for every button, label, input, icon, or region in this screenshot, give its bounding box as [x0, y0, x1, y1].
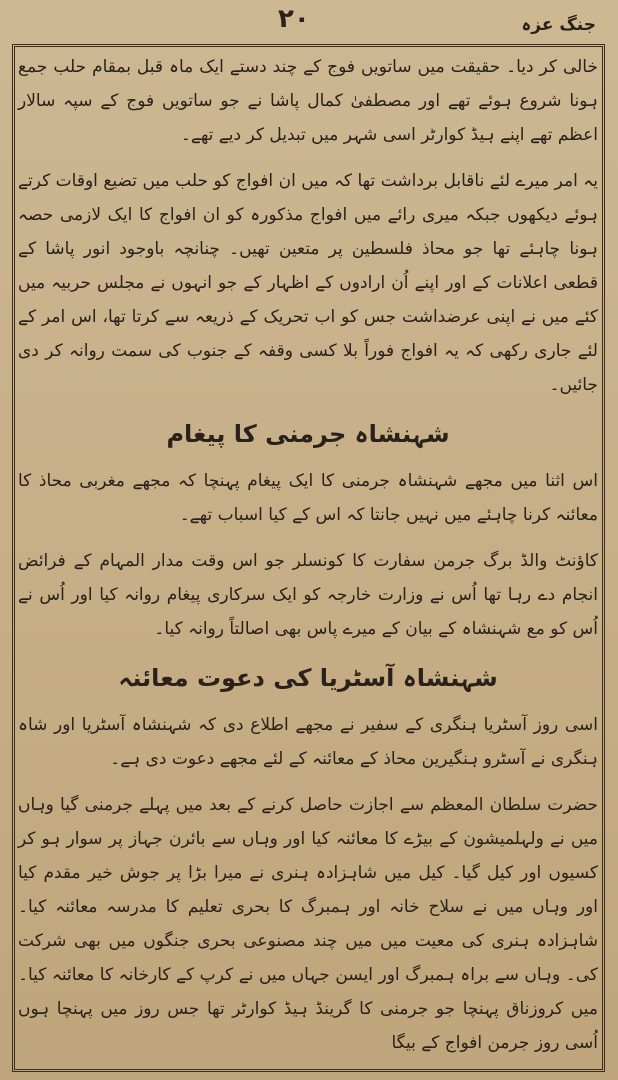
paragraph: اسی روز آسٹریا ہنگری کے سفیر نے مجھے اطلاع دی کہ شہنشاہ آسٹریا اور شاہ ہنگری نے آسٹرو ہنگیرین محاذ کے معائنہ کے لئے مجھے دعوت دی ہے۔ [18, 715, 598, 769]
running-title: جنگ عزہ [521, 15, 596, 35]
section-heading: شہنشاہ آسٹریا کی دعوت معائنہ [118, 664, 498, 692]
page-header [0, 4, 618, 44]
body-text [18, 50, 598, 1072]
paragraph: اس اثنا میں مجھے شہنشاہ جرمنی کا ایک پیغام پہنچا کہ مجھے مغربی محاذ کا معائنہ کرنا چاہئے میں نہیں جانتا کہ اس کے کیا اسباب تھے۔ [18, 471, 598, 525]
paragraph: کاؤنٹ والڈ برگ جرمن سفارت کا کونسلر جو اس وقت مدار المہام کے فرائض انجام دے رہا تھا اُس نے وزارت خارجہ کو ایک سرکاری پیغام روانہ کیا اور اُس نے اُس کو مع شہنشاہ کے بیان کے میرے پاس بھی اصالتاً روانہ کیا۔ [18, 551, 598, 639]
paragraph: یہ امر میرے لئے ناقابل برداشت تھا کہ میں ان افواج کو حلب میں تضیع اوقات کرتے ہوئے دیکھوں جبکہ میری رائے میں افواج مذکورہ کو ان افواج کا ایک لازمی حصہ ہونا چاہئے تھا جو محاذ فلسطین پر متعین تھیں۔ چنانچہ باوجود انور پاشا کے قطعی اعلانات کے اور اپنے اُن ارادوں کے اظہار کے جو انہوں نے مجلس حربیہ میں کئے میں نے اپنی عرضداشت جس کو اب تحریک کے ذریعہ سے کرتا تھا، اس امر کے لئے جاری رکھی کہ یہ افواج فوراً بلا کسی وقفہ کے جنوب کی سمت روانہ کر دی جائیں۔ [18, 171, 598, 395]
paragraph: حضرت سلطان المعظم سے اجازت حاصل کرنے کے بعد میں پہلے جرمنی گیا وہاں میں نے ولہلمیشون کے بیڑے کا معائنہ کیا اور وہاں سے بائرن جہاز پر سوار ہو کر کسیوں اور کیل گیا۔ کیل میں شاہزادہ ہنری نے میرا بڑا پر جوش خیر مقدم کیا اور وہاں میں نے سلاح خانہ اور ہمبرگ کا بحری تعلیم کا مدرسہ معائنہ کیا۔ شاہزادہ ہنری کی معیت میں میں چند مصنوعی بحری جنگوں میں بھی شرکت کی۔ وہاں سے براہ ہمبرگ اور ایسن جہاں میں نے کرپ کے کارخانہ کا معائنہ کیا۔ میں کروزناق پہنچا جو جرمنی کا گرینڈ ہیڈ کوارٹر تھا جس روز میں پہنچا ہوں اُسی روز جرمن افواج کے بیگا [18, 795, 598, 1053]
paragraph: خالی کر دیا۔ حقیقت میں ساتویں فوج کے چند دستے ایک ماہ قبل بمقام حلب جمع ہونا شروع ہوئے تھے اور مصطفیٰ کمال پاشا نے جو ساتویں فوج کے سپہ سالار اعظم تھے اپنے ہیڈ کوارٹر اسی شہر میں تبدیل کر دیے تھے۔ [18, 57, 598, 145]
section-heading: شہنشاہ جرمنی کا پیغام [166, 420, 450, 448]
page-number: ۲۰ [278, 4, 310, 34]
